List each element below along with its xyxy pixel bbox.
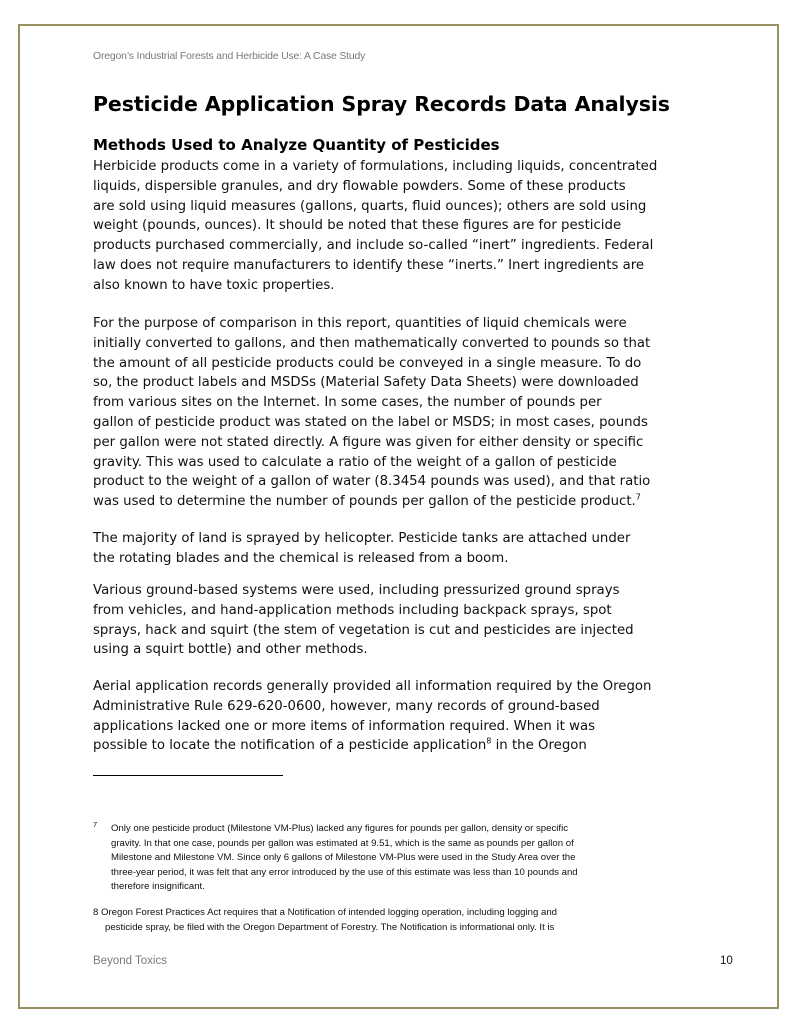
text-line: from various sites on the Internet. In some cases, the number of pounds per	[93, 395, 602, 411]
paragraph-aerial-records	[93, 677, 713, 756]
text-line: law does not require manufacturers to identify these “inerts.” Inert ingredients are	[93, 257, 645, 273]
footnote-line: gravity. In that one case, pounds per gallon was estimated at 9.51, which is the same as pounds per gallon of	[111, 837, 574, 849]
text-line	[93, 492, 713, 512]
footnote-line: Milestone and Milestone VM. Since only 6 gallons of Milestone VM-Plus were used in the Study Area over the	[111, 852, 576, 863]
footnote-ref-7[interactable]: 7	[635, 492, 641, 502]
footnote-line: pesticide spray, be filed with the Oregon Department of Forestry. The Notification is informational only. It is	[105, 921, 555, 933]
text-line: applications lacked one or more items of information required. When it was	[93, 718, 596, 734]
text-line: products purchased commercially, and include so-called “inert” ingredients. Federal	[93, 238, 654, 254]
text-line: so, the product labels and MSDSs (Material Safety Data Sheets) were downloaded	[93, 375, 639, 391]
text-line: Herbicide products come in a variety of formulations, including liquids, concentrated	[93, 159, 658, 174]
footnote-ref-8[interactable]: 8	[486, 736, 492, 746]
footnote-7	[93, 822, 713, 895]
text-line: Various ground-based systems were used, including pressurized ground sprays	[93, 583, 620, 598]
running-header: Oregon’s Industrial Forests and Herbicide Use: A Case Study	[93, 50, 366, 62]
page-title: Pesticide Application Spray Records Data Analysis	[93, 92, 670, 116]
footnote-line: Only one pesticide product (Milestone VM-Plus) lacked any figures for pounds per gallon, density or specific	[111, 823, 568, 834]
text-line: Administrative Rule 629-620-0600, however, many records of ground-based	[93, 698, 600, 714]
text-line: Aerial application records generally provided all information required by the Oregon	[93, 679, 652, 694]
text-line: product to the weight of a gallon of water (8.3454 pounds was used), and that ratio	[93, 474, 651, 490]
text-line: weight (pounds, ounces). It should be noted that these figures are for pesticide	[93, 218, 622, 234]
text-line: using a squirt bottle) and other methods.	[93, 642, 368, 658]
text-line: gravity. This was used to calculate a ratio of the weight of a gallon of pesticide	[93, 454, 617, 470]
paragraph-ground-systems	[93, 581, 713, 660]
text-fragment: in the Oregon	[491, 738, 587, 754]
text-line: from vehicles, and hand-application methods including backpack sprays, spot	[93, 602, 612, 618]
text-line: sprays, hack and squirt (the stem of vegetation is cut and pesticides are injected	[93, 622, 634, 638]
paragraph-helicopter	[93, 529, 713, 569]
text-line	[93, 736, 713, 756]
footnote-8	[93, 906, 713, 935]
text-line: For the purpose of comparison in this report, quantities of liquid chemicals were	[93, 316, 627, 331]
text-fragment: was used to determine the number of pounds per gallon of the pesticide product.	[93, 494, 636, 510]
page-number: 10	[720, 955, 733, 967]
footnote-line: therefore insignificant.	[111, 881, 205, 892]
section-heading: Methods Used to Analyze Quantity of Pesticides	[93, 136, 500, 154]
text-line: the rotating blades and the chemical is released from a boom.	[93, 550, 509, 566]
text-line: gallon of pesticide product was stated on the label or MSDS; in most cases, pounds	[93, 414, 648, 430]
text-line: per gallon were not stated directly. A figure was given for either density or specific	[93, 434, 644, 450]
footnote-marker: 7	[93, 820, 98, 829]
footnote-line: 8 Oregon Forest Practices Act requires that a Notification of intended logging operation, including logging and	[93, 907, 557, 918]
text-line: The majority of land is sprayed by helicopter. Pesticide tanks are attached under	[93, 531, 631, 546]
paragraph-conversion-method	[93, 314, 713, 512]
text-line: also known to have toxic properties.	[93, 277, 335, 293]
paragraph-formulations	[93, 157, 713, 296]
footnote-line: three-year period, it was felt that any error introduced by the use of this estimate was less than 10 pounds and	[111, 866, 578, 878]
text-line: liquids, dispersible granules, and dry flowable powders. Some of these products	[93, 178, 626, 194]
text-line: the amount of all pesticide products could be conveyed in a single measure. To do	[93, 355, 642, 371]
running-footer-organization: Beyond Toxics	[93, 955, 167, 967]
text-line: are sold using liquid measures (gallons, quarts, fluid ounces); others are sold using	[93, 198, 647, 214]
text-fragment: possible to locate the notification of a pesticide application	[93, 738, 487, 754]
text-line: initially converted to gallons, and then mathematically converted to pounds so that	[93, 335, 651, 351]
footnote-separator	[93, 775, 283, 776]
